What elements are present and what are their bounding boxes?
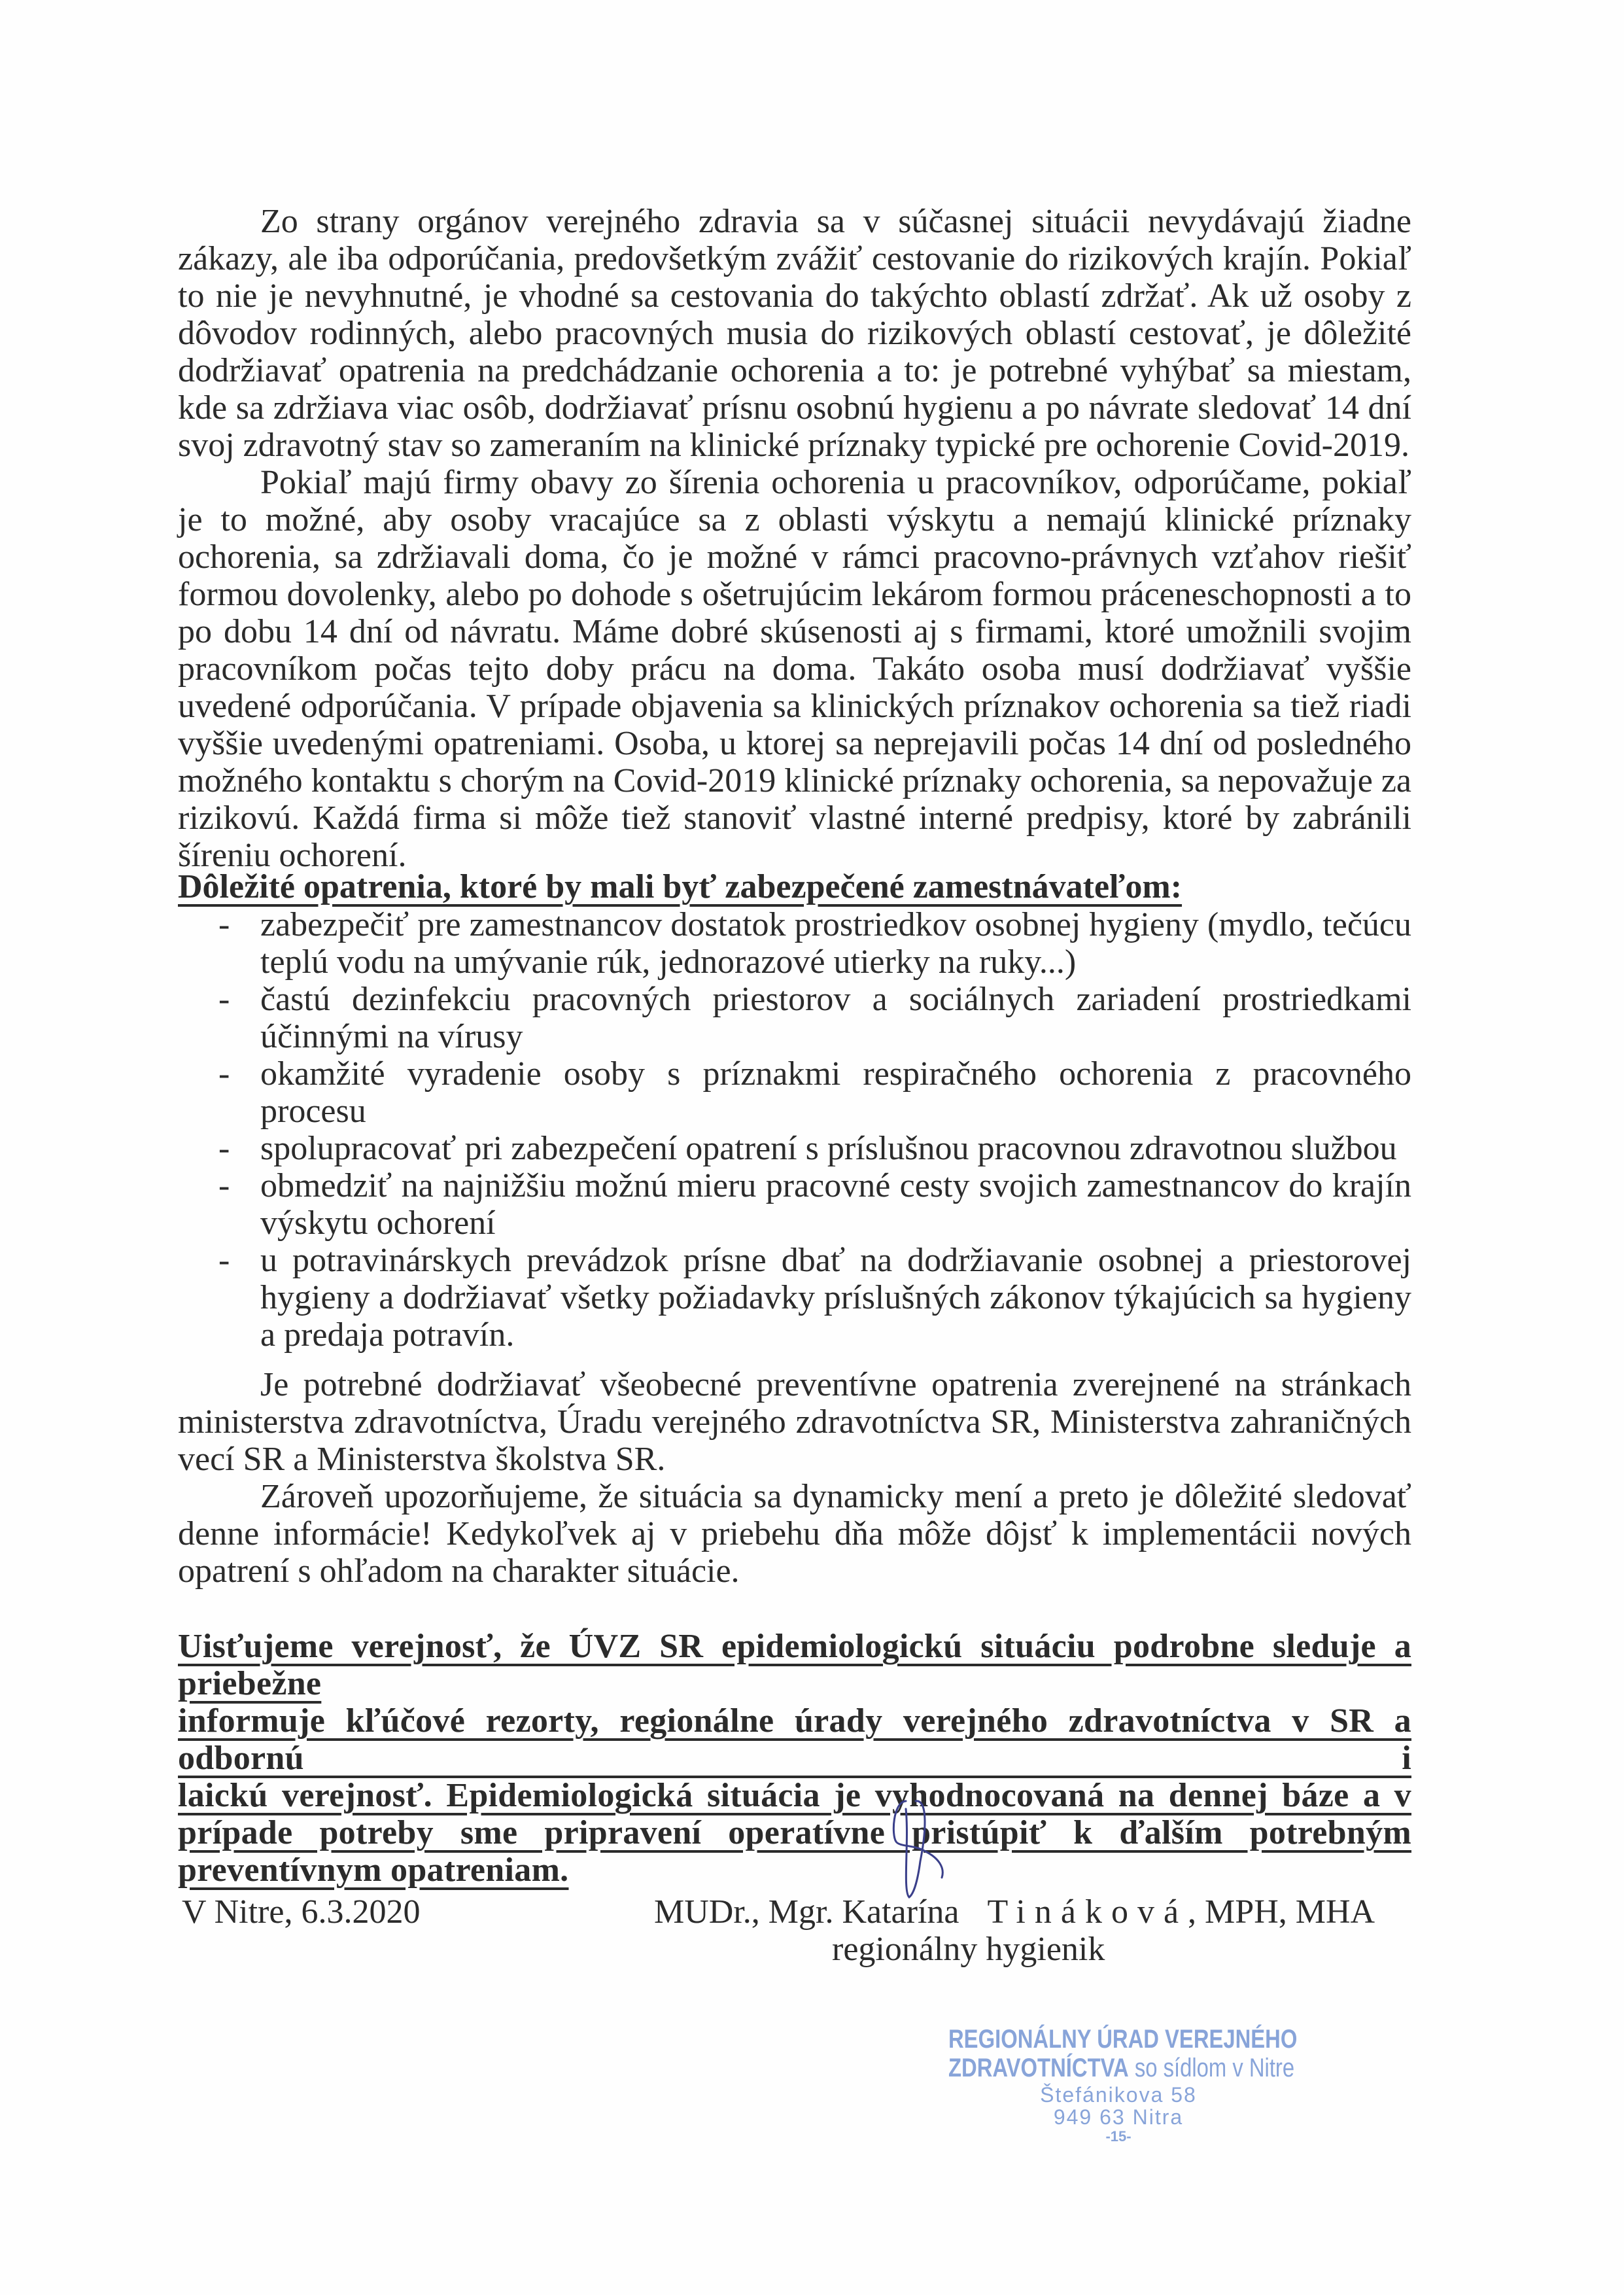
signatory-titles: MUDr., Mgr. Katarína <box>654 1893 959 1931</box>
place-and-date: V Nitre, 6.3.2020 <box>182 1893 421 1931</box>
signatory-degrees: , MPH, MHA <box>1188 1893 1375 1931</box>
stamp-line-2 <box>948 2054 1295 2082</box>
measures-list <box>178 906 1411 1354</box>
stamp-city: 949 63 Nitra <box>1053 2105 1184 2129</box>
closing-line: prípade potreby sme pripravení operatívne pristúpiť k ďalším potrebným <box>178 1814 1411 1851</box>
section-heading: Dôležité opatrenia, ktoré by mali byť zabezpečené zamestnávateľom: <box>178 868 1183 905</box>
handwritten-signature-icon <box>880 1796 965 1901</box>
list-item-text: okamžité vyradenie osoby s príznakmi respiračného ochorenia z pracovného procesu <box>260 1055 1411 1130</box>
closing-line: informuje kľúčové rezorty, regionálne úrady verejného zdravotníctva v SR a odbornú i <box>178 1702 1411 1777</box>
signatory-role: regionálny hygienik <box>832 1931 1105 1968</box>
list-item <box>178 1130 1411 1167</box>
paragraph-text: Zo strany orgánov verejného zdravia sa v súčasnej situácii nevydávajú žiadne zákazy, ale iba odporúčania, predovšetkým zvážiť cestovanie do rizikových krajín. Pokiaľ to nie je nevyhnutné, je vhodné sa cestovania do takýchto oblastí zdržať. Ak už osoby z dôvodov rodinných, alebo pracovných musia do rizikových oblastí cestovať, je dôležité dodržiavať opatrenia na predchádzanie ochorenia a to: je potrebné vyhýbať sa miestam, kde sa zdržiava viac osôb, dodržiavať prísnu osobnú hygienu a po návrate sledovať 14 dní svoj zdravotný stav so zameraním na klinické príznaky typické pre ochorenie Covid-2019. <box>178 203 1411 464</box>
paragraph-text: Je potrebné dodržiavať všeobecné preventívne opatrenia zverejnené na stránkach ministerstva zdravotníctva, Úradu verejného zdravotníctva SR, Ministerstva zahraničných vecí SR a Ministerstva školstva SR. <box>178 1366 1411 1478</box>
list-item <box>178 906 1411 981</box>
signatory-name <box>654 1893 1375 1931</box>
paragraph-dynamic-situation <box>178 1478 1411 1590</box>
stamp-line-2-rest: so sídlom v Nitre <box>1128 2054 1295 2082</box>
paragraph-employer-advice <box>178 464 1411 874</box>
list-item <box>178 1242 1411 1354</box>
dash-bullet-icon: - <box>218 906 230 943</box>
list-item-text: obmedziť na najnižšiu možnú mieru pracovné cesty svojich zamestnancov do krajín výskytu ochorení <box>260 1167 1411 1242</box>
page-number: -15- <box>1105 2128 1132 2145</box>
dash-bullet-icon: - <box>218 1130 230 1167</box>
list-item <box>178 1055 1411 1130</box>
stamp-street: Štefánikova 58 <box>1040 2083 1197 2107</box>
list-item-text: spolupracovať pri zabezpečení opatrení s príslušnou pracovnou zdravotnou službou <box>260 1130 1397 1167</box>
paragraph-preventive-measures <box>178 1366 1411 1478</box>
list-item <box>178 1167 1411 1242</box>
paragraph-text: Zároveň upozorňujeme, že situácia sa dynamicky mení a preto je dôležité sledovať denne informácie! Kedykoľvek aj v priebehu dňa môže dôjsť k implementácii nových opatrení s ohľadom na charakter situácie. <box>178 1478 1411 1590</box>
stamp-line-2-bold: ZDRAVOTNÍCTVA <box>948 2054 1129 2082</box>
dash-bullet-icon: - <box>218 1055 230 1093</box>
stamp-line-1: REGIONÁLNY ÚRAD VEREJNÉHO <box>948 2025 1298 2054</box>
list-item <box>178 981 1411 1055</box>
dash-bullet-icon: - <box>218 981 230 1018</box>
paragraph-travel-recommendations <box>178 203 1411 464</box>
list-item-text: častú dezinfekciu pracovných priestorov a sociálnych zariadení prostriedkami účinnými na vírusy <box>260 981 1411 1055</box>
list-item-text: zabezpečiť pre zamestnancov dostatok prostriedkov osobnej hygieny (mydlo, tečúcu teplú vodu na umývanie rúk, jednorazové utierky na ruky...) <box>260 906 1411 981</box>
closing-line: laickú verejnosť. Epidemiologická situácia je vyhodnocovaná na dennej báze a v <box>178 1777 1411 1814</box>
closing-statement <box>178 1628 1411 1889</box>
paragraph-text: Pokiaľ majú firmy obavy zo šírenia ochorenia u pracovníkov, odporúčame, pokiaľ je to možné, aby osoby vracajúce sa z oblasti výskytu a nemajú klinické príznaky ochorenia, sa zdržiavali doma, čo je možné v rámci pracovno-právnych vzťahov riešiť formou dovolenky, alebo po dohode s ošetrujúcim lekárom formou práceneschopnosti a to po dobu 14 dní od návratu. Máme dobré skúsenosti aj s firmami, ktoré umožnili svojim pracovníkom počas tejto doby prácu na doma. Takáto osoba musí dodržiavať vyššie uvedené odporúčania. V prípade objavenia sa klinických príznakov ochorenia sa tiež riadi vyššie uvedenými opatreniami. Osoba, u ktorej sa neprejavili počas 14 dní od posledného možného kontaktu s chorým na Covid-2019 klinické príznaky ochorenia, sa nepovažuje za rizikovú. Každá firma si môže tiež stanoviť vlastné interné predpisy, ktoré by zabránili šíreniu ochorení. <box>178 464 1411 874</box>
signatory-surname: Tináková <box>987 1893 1188 1931</box>
list-item-text: u potravinárskych prevádzok prísne dbať na dodržiavanie osobnej a priestorovej hygieny a dodržiavať všetky požiadavky príslušných zákonov týkajúcich sa hygieny a predaja potravín. <box>260 1242 1411 1354</box>
closing-line: Uisťujeme verejnosť, že ÚVZ SR epidemiologickú situáciu podrobne sleduje a priebežne <box>178 1628 1411 1702</box>
closing-line: preventívnym opatreniam. <box>178 1851 569 1889</box>
dash-bullet-icon: - <box>218 1242 230 1279</box>
dash-bullet-icon: - <box>218 1167 230 1204</box>
official-stamp <box>948 2025 1298 2145</box>
